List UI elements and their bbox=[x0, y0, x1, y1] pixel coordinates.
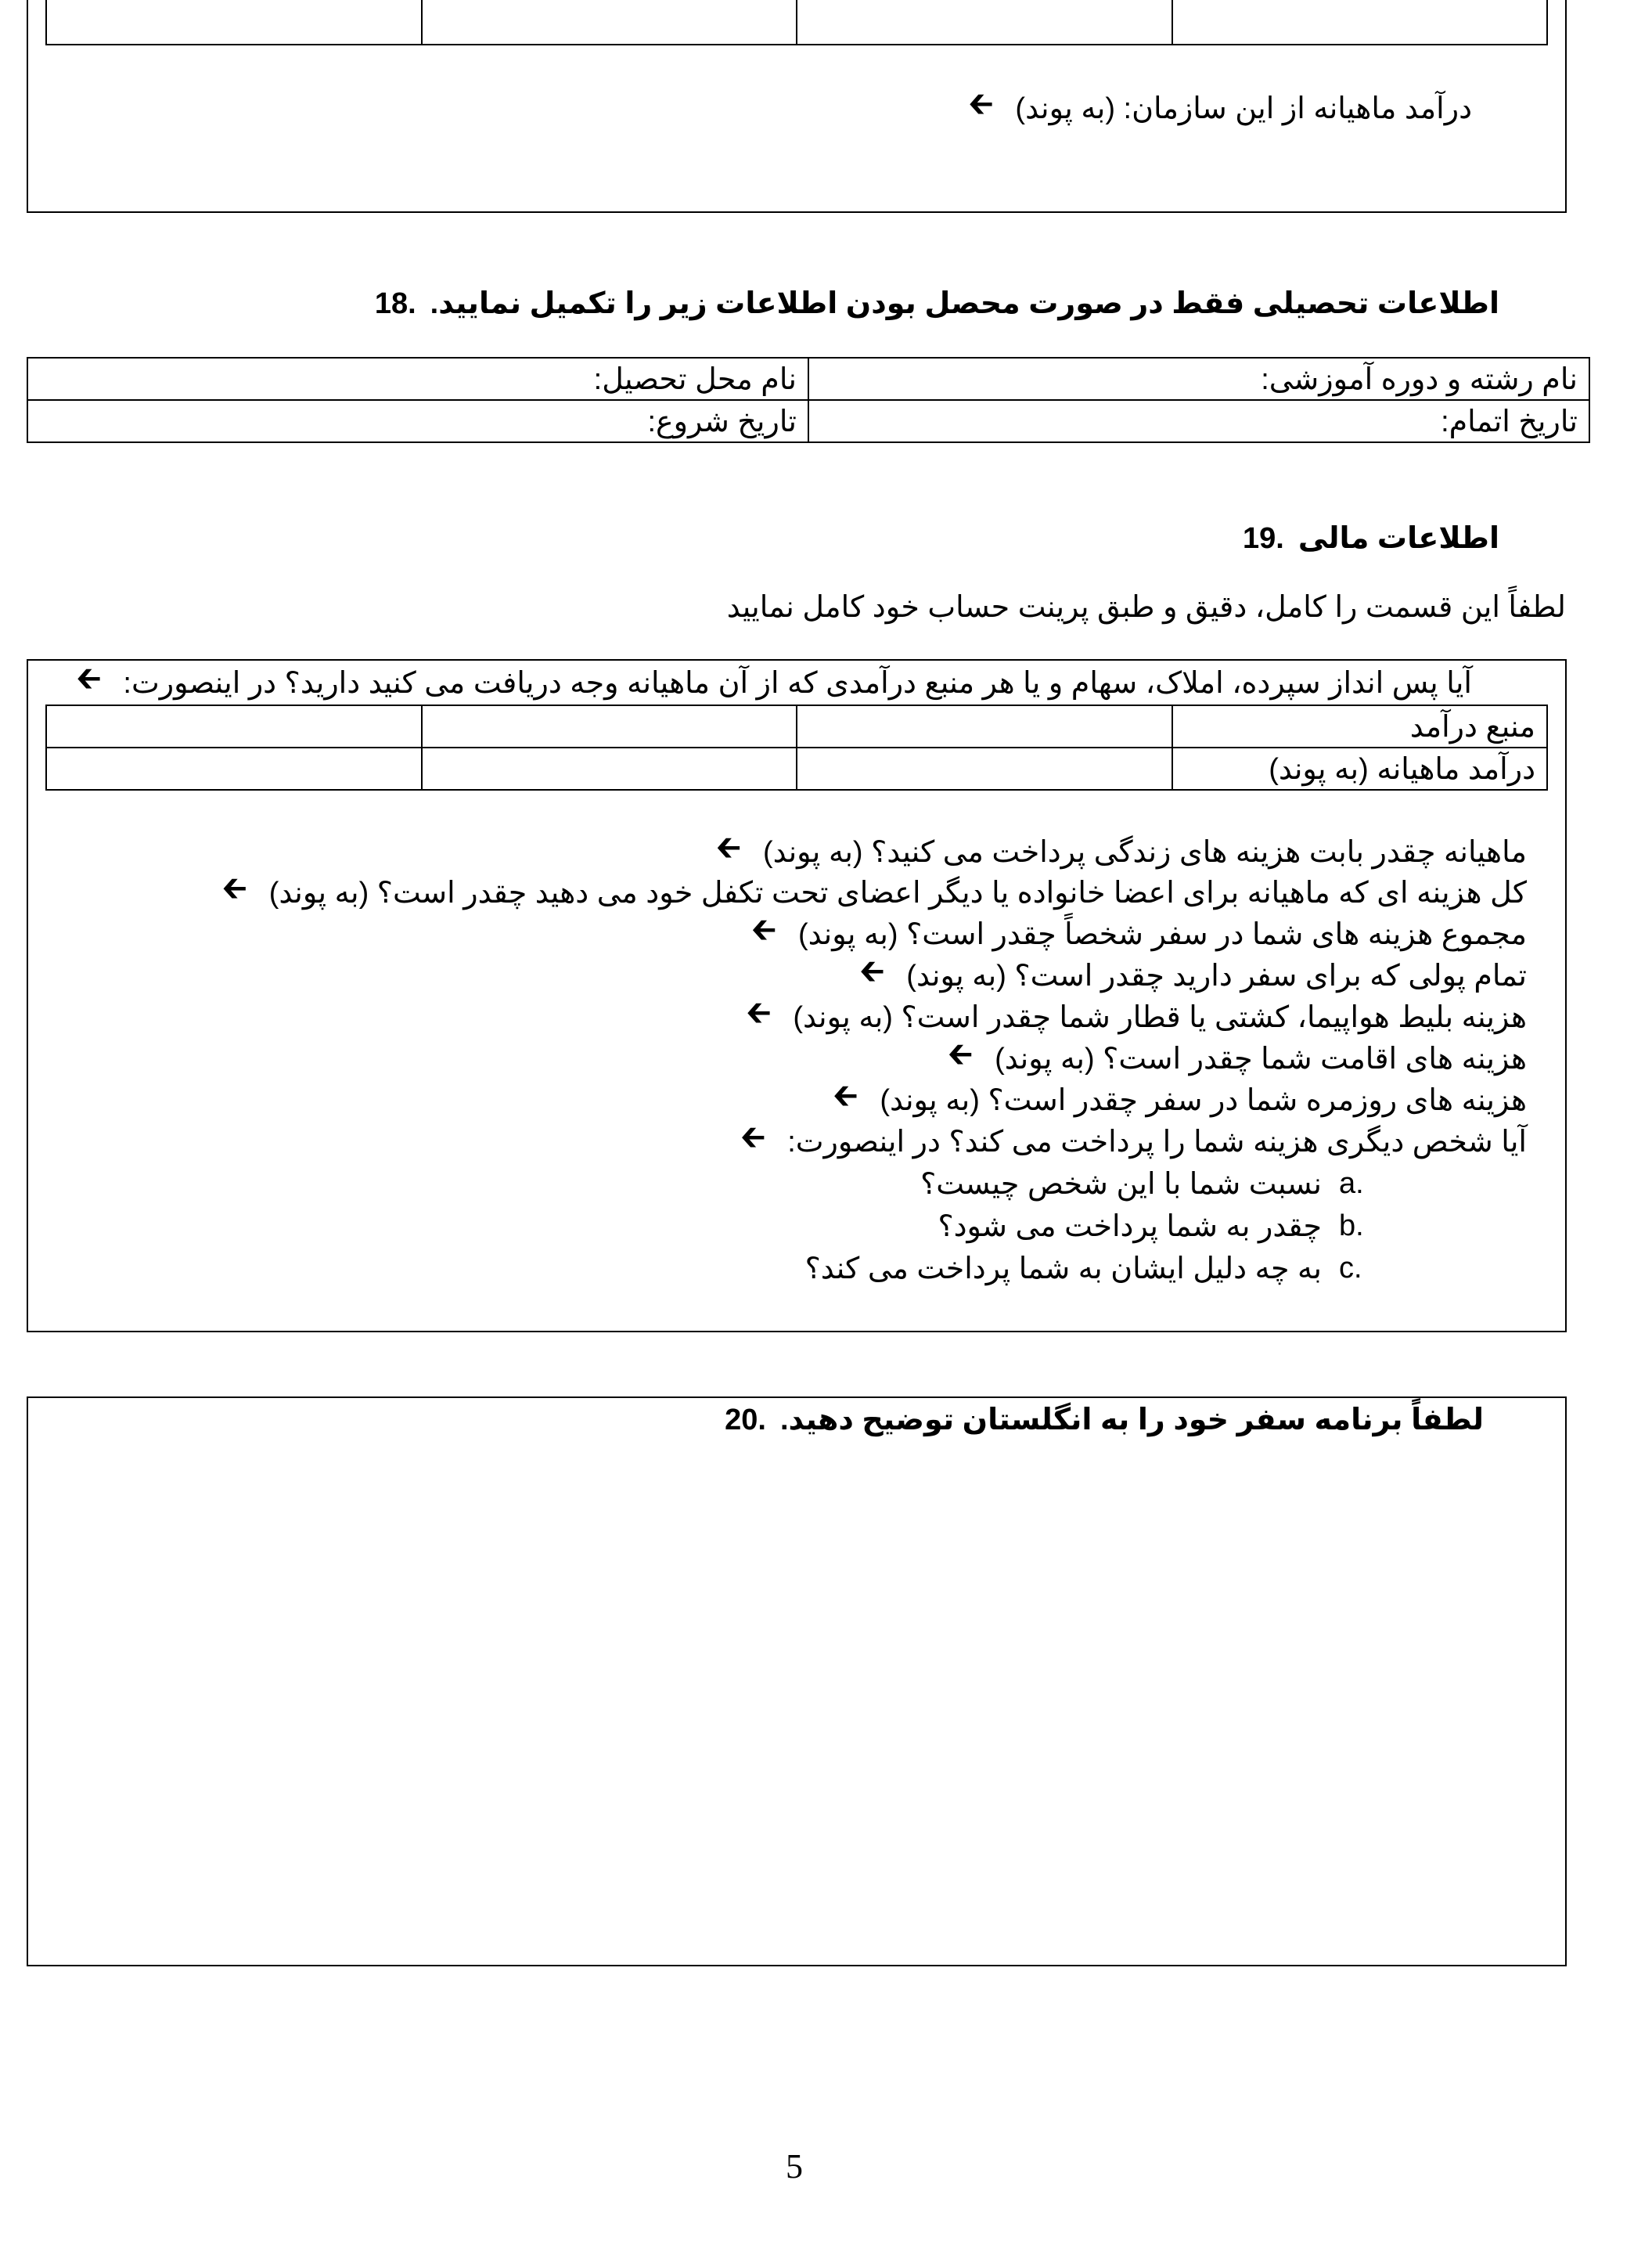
arrow-left-icon: 🡰 bbox=[833, 1079, 858, 1113]
section-title: اطلاعات مالی bbox=[1297, 522, 1499, 555]
section-title: لطفاً برنامه سفر خود را به انگلستان توضیح دهید. bbox=[779, 1404, 1484, 1436]
arrow-left-icon: 🡰 bbox=[746, 996, 772, 1030]
income-source-label: منبع درآمد bbox=[1172, 705, 1548, 748]
table-cell[interactable] bbox=[797, 748, 1172, 790]
arrow-left-icon: 🡰 bbox=[76, 661, 102, 696]
table-cell[interactable] bbox=[1172, 0, 1548, 45]
sub-question: b. چقدر به شما پرداخت می شود؟ bbox=[938, 1209, 1364, 1243]
list-item: 🡰 کل هزینه ای که ماهیانه برای اعضا خانواده یا دیگر اعضای تحت تکفل خود می دهید چقدر است؟ (به پوند) bbox=[218, 872, 1527, 913]
section-19-heading bbox=[1243, 520, 1499, 557]
arrow-left-icon: 🡰 bbox=[221, 871, 247, 906]
arrow-left-icon: 🡰 bbox=[750, 913, 777, 947]
table-cell[interactable] bbox=[422, 748, 797, 790]
travel-plan-box[interactable] bbox=[27, 1396, 1567, 1966]
education-field-name[interactable]: نام محل تحصیل: bbox=[27, 358, 808, 400]
section-number: 20. bbox=[725, 1404, 766, 1436]
education-table bbox=[27, 357, 1590, 443]
list-item: 🡰 هزینه های اقامت شما چقدر است؟ (به پوند) bbox=[943, 1038, 1527, 1079]
list-item bbox=[71, 662, 1472, 703]
arrow-left-icon: 🡰 bbox=[947, 1037, 974, 1072]
list-item: 🡰 مجموع هزینه های شما در سفر شخصاً چقدر است؟ (به پوند) bbox=[747, 914, 1527, 954]
table-cell[interactable] bbox=[797, 705, 1172, 748]
section-number: 19. bbox=[1243, 522, 1284, 555]
table-cell[interactable] bbox=[422, 705, 797, 748]
arrow-left-icon: 🡰 bbox=[859, 954, 885, 989]
education-start-date[interactable]: تاریخ شروع: bbox=[27, 400, 808, 442]
list-item: 🡰 آیا شخص دیگری هزینه شما را پرداخت می کند؟ در اینصورت: bbox=[736, 1121, 1527, 1162]
sub-question: a. نسبت شما با این شخص چیست؟ bbox=[920, 1166, 1364, 1201]
list-item: 🡰 تمام پولی که برای سفر دارید چقدر است؟ (به پوند) bbox=[855, 955, 1527, 996]
table-cell[interactable] bbox=[46, 748, 422, 790]
list-item: 🡰 هزینه بلیط هواپیما، کشتی یا قطار شما چقدر است؟ (به پوند) bbox=[741, 996, 1527, 1037]
table-cell[interactable] bbox=[46, 0, 422, 45]
monthly-income-org-label: درآمد ماهیانه از این سازمان: (به پوند) bbox=[1015, 92, 1472, 125]
sub-question: c. به چه دلیل ایشان به شما پرداخت می کند؟ bbox=[804, 1251, 1362, 1285]
page-number: 5 bbox=[786, 2147, 803, 2186]
org-income-table bbox=[45, 0, 1548, 45]
section-number: 18. bbox=[374, 287, 416, 320]
financial-instruction: لطفاً این قسمت را کامل، دقیق و طبق پرینت حساب خود کامل نمایید bbox=[726, 591, 1566, 624]
arrow-left-icon: 🡰 bbox=[715, 831, 742, 865]
monthly-income-label: درآمد ماهیانه (به پوند) bbox=[1172, 748, 1548, 790]
table-cell[interactable] bbox=[46, 705, 422, 748]
list-item: 🡰 هزینه های روزمره شما در سفر چقدر است؟ (به پوند) bbox=[828, 1079, 1527, 1120]
arrow-left-icon: 🡰 bbox=[968, 87, 994, 121]
income-source-table bbox=[45, 705, 1548, 791]
arrow-left-icon: 🡰 bbox=[740, 1120, 766, 1155]
education-end-date[interactable]: تاریخ اتمام: bbox=[808, 400, 1589, 442]
education-course-name[interactable]: نام رشته و دوره آموزشی: bbox=[808, 358, 1589, 400]
table-cell[interactable] bbox=[422, 0, 797, 45]
section-18-heading bbox=[375, 285, 1499, 323]
section-title: اطلاعات تحصیلی فقط در صورت محصل بودن اطلاعات زیر را تکمیل نمایید. bbox=[430, 287, 1499, 320]
list-item: 🡰 ماهیانه چقدر بابت هزینه های زندگی پرداخت می کنید؟ (به پوند) bbox=[711, 831, 1527, 872]
section-20-heading bbox=[725, 1401, 1484, 1439]
list-item bbox=[963, 88, 1472, 128]
savings-question: آیا پس انداز سپرده، املاک، سهام و یا هر منبع درآمدی که از آن ماهیانه وجه دریافت می کنید دارید؟ در اینصورت: bbox=[123, 666, 1472, 700]
table-cell[interactable] bbox=[797, 0, 1172, 45]
